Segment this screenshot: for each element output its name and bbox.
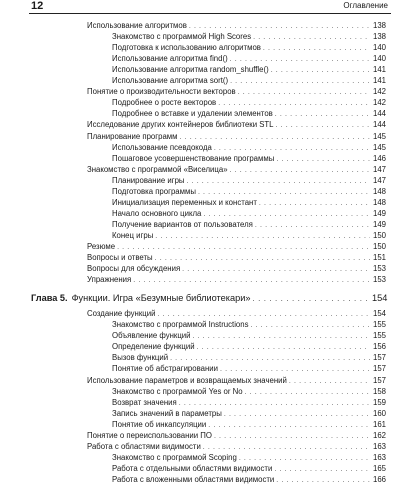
toc-entry-title: Упражнения: [87, 275, 132, 285]
toc-entry-page: 155: [372, 331, 386, 341]
toc-entry-title: Возврат значения: [112, 397, 177, 407]
toc-entry-page: 165: [372, 463, 386, 473]
toc-entry-title: Знакомство с программой Yes or No: [112, 386, 243, 396]
toc-entry-title: Использование псевдокода: [112, 142, 212, 152]
toc-entry-title: Подготовка к использованию алгоритмов: [112, 43, 261, 53]
toc-entry-page: 160: [372, 408, 386, 418]
toc-entry-title: Вызов функций: [112, 353, 169, 363]
toc-entry-title: Получение вариантов от пользователя: [112, 219, 253, 229]
toc-entry-page: 161: [372, 419, 386, 429]
toc-leader-dots: [276, 474, 370, 486]
toc-entry: [112, 208, 386, 219]
running-head: Оглавление: [343, 1, 388, 10]
toc-entry-page: 138: [372, 32, 386, 42]
toc-entry-title: Резюме: [87, 242, 116, 251]
toc-entry-page: 141: [372, 76, 386, 86]
toc-chapter-number: Глава 5.: [31, 293, 68, 304]
toc-entry-page: 156: [372, 342, 386, 352]
toc-entry-page: 145: [372, 131, 386, 141]
toc-entry-page: 142: [372, 98, 386, 108]
toc-entry: [87, 119, 386, 130]
toc-entry-title: Подробнее о росте векторов: [112, 98, 217, 108]
toc-entry: [112, 363, 386, 374]
toc-entry-page: 146: [372, 153, 386, 163]
toc-entry-title: Знакомство с программой «Виселица»: [87, 164, 228, 174]
toc-entry: [87, 164, 386, 175]
toc-entry-title: Понятие об абстрагировании: [112, 364, 219, 374]
toc-entry-title: Конец игры: [112, 230, 154, 240]
toc-entry-page: 157: [372, 375, 386, 385]
toc-entry-title: Подготовка программы: [112, 186, 196, 196]
toc-entry: [87, 131, 386, 142]
toc-entry-page: 138: [372, 21, 386, 30]
toc-entry-title: Планирование игры: [112, 175, 185, 185]
toc-entry: [112, 463, 386, 474]
toc-entry: [112, 319, 386, 330]
toc-entry: [87, 241, 386, 252]
page-header: [0, 0, 420, 14]
toc-entry-page: 158: [372, 386, 386, 396]
toc-entry: [112, 330, 386, 341]
toc-entry-page: 148: [372, 186, 386, 196]
toc-entry-page: 141: [372, 65, 386, 75]
toc-entry: [112, 197, 386, 208]
toc-entry: [87, 86, 386, 97]
toc-entry-page: 149: [372, 208, 386, 218]
toc-entry: [112, 419, 386, 430]
toc-entry-title: Использование параметров и возвращаемых значений: [87, 375, 287, 385]
toc-entry-title: Работа с отдельными областями видимости: [112, 463, 273, 473]
toc-entry-page: 153: [372, 275, 386, 285]
toc-entry-page: 150: [372, 242, 386, 251]
toc-entry-title: Определение функций: [112, 342, 195, 352]
toc-entry-title: Знакомство с программой Scoping: [112, 452, 237, 462]
toc-entry-title: Использование алгоритма sort(): [112, 76, 229, 86]
toc-entry: [112, 352, 386, 363]
toc-entry: [112, 108, 386, 119]
toc-entry: [87, 20, 386, 31]
toc-entry-title: Понятие об инкапсуляции: [112, 419, 207, 429]
toc-entry: [112, 53, 386, 64]
toc-entry-title: Понятие о переиспользовании ПО: [87, 430, 212, 440]
toc-entry: [112, 474, 386, 485]
toc-entry: [112, 42, 386, 53]
toc-entry: [112, 31, 386, 42]
toc-entry-title: Пошаговое усовершенствование программы: [112, 153, 275, 163]
toc-entry: [112, 386, 386, 397]
toc-entry-title: Вопросы для обсуждения: [87, 264, 181, 274]
toc-entry-page: 162: [372, 430, 386, 440]
toc-entry: [112, 97, 386, 108]
toc-entry-title: Функции. Игра «Безумные библиотекари»: [71, 293, 251, 304]
toc-entry-page: 154: [372, 309, 386, 319]
toc-entry-title: Инициализация переменных и констант: [112, 197, 257, 207]
toc-entry-page: 140: [372, 43, 386, 53]
toc-entry-page: 142: [372, 87, 386, 97]
toc-entry-page: 151: [372, 253, 386, 263]
page-number: 12: [31, 0, 44, 12]
toc-entry: [112, 397, 386, 408]
toc-entry: [87, 263, 386, 274]
toc-entry-page: 159: [372, 397, 386, 407]
toc-leader-dots: [133, 274, 370, 286]
toc-leader-dots: [252, 292, 370, 305]
toc-entry-page: 166: [372, 474, 386, 484]
toc-entry-title: Знакомство с программой Instructions: [112, 320, 249, 330]
toc-entry-page: 147: [372, 164, 386, 174]
toc-entry: [112, 408, 386, 419]
toc-entry-title: Использование алгоритма random_shuffle(): [112, 65, 269, 75]
toc-entry-page: 163: [372, 452, 386, 462]
toc-entry-title: Знакомство с программой High Scores: [112, 32, 252, 42]
toc-entry-page: 149: [372, 219, 386, 229]
toc-entry-title: Работа с областями видимости: [87, 441, 201, 451]
toc-entry-page: 144: [372, 109, 386, 119]
toc-entry: [87, 441, 386, 452]
toc-entry-title: Объявление функций: [112, 331, 191, 341]
toc-entry-page: 140: [372, 54, 386, 64]
toc-chapter-entry: [31, 292, 386, 305]
toc-entry: [87, 375, 386, 386]
toc-entry-title: Исследование других контейнеров библиотеки STL: [87, 120, 274, 130]
toc-entry: [112, 341, 386, 352]
toc-entry-page: 157: [372, 364, 386, 374]
toc-entry-title: Вопросы и ответы: [87, 253, 153, 263]
toc-entry-title: Работа с вложенными областями видимости: [112, 474, 275, 484]
toc-entry-page: 157: [372, 353, 386, 363]
toc-entry: [112, 64, 386, 75]
header-rule: [29, 13, 391, 14]
toc-entry-page: 147: [372, 175, 386, 185]
toc-entry-title: Запись значений в параметры: [112, 408, 222, 418]
toc-entry: [112, 153, 386, 164]
toc-entry-page: 155: [372, 320, 386, 330]
toc-entry-title: Создание функций: [87, 309, 156, 319]
toc-entry-page: 148: [372, 197, 386, 207]
toc-entry: [87, 252, 386, 263]
toc-entry-page: 150: [372, 230, 386, 240]
toc-entry: [112, 175, 386, 186]
toc-entry-title: Начало основного цикла: [112, 208, 202, 218]
toc-entry: [112, 230, 386, 241]
toc-entry-title: Использование алгоритма find(): [112, 54, 228, 64]
toc-entry: [112, 219, 386, 230]
toc-entry: [112, 142, 386, 153]
toc-entry-title: Планирование программ: [87, 131, 178, 141]
toc-entry: [112, 186, 386, 197]
toc-entry: [87, 430, 386, 441]
toc-entry: [87, 308, 386, 319]
toc-entry-title: Подробнее о вставке и удалении элементов: [112, 109, 273, 119]
toc-entry: [112, 452, 386, 463]
toc-entry-page: 144: [372, 120, 386, 130]
toc-entry-title: Использование алгоритмов: [87, 21, 187, 30]
toc-entry-page: 154: [372, 293, 388, 304]
toc-entry-page: 153: [372, 264, 386, 274]
toc-entry-page: 163: [372, 441, 386, 451]
toc-entry-page: 145: [372, 142, 386, 152]
toc-entry: [87, 274, 386, 285]
toc-entry: [112, 75, 386, 86]
toc-entry-title: Понятие о производительности векторов: [87, 87, 236, 97]
